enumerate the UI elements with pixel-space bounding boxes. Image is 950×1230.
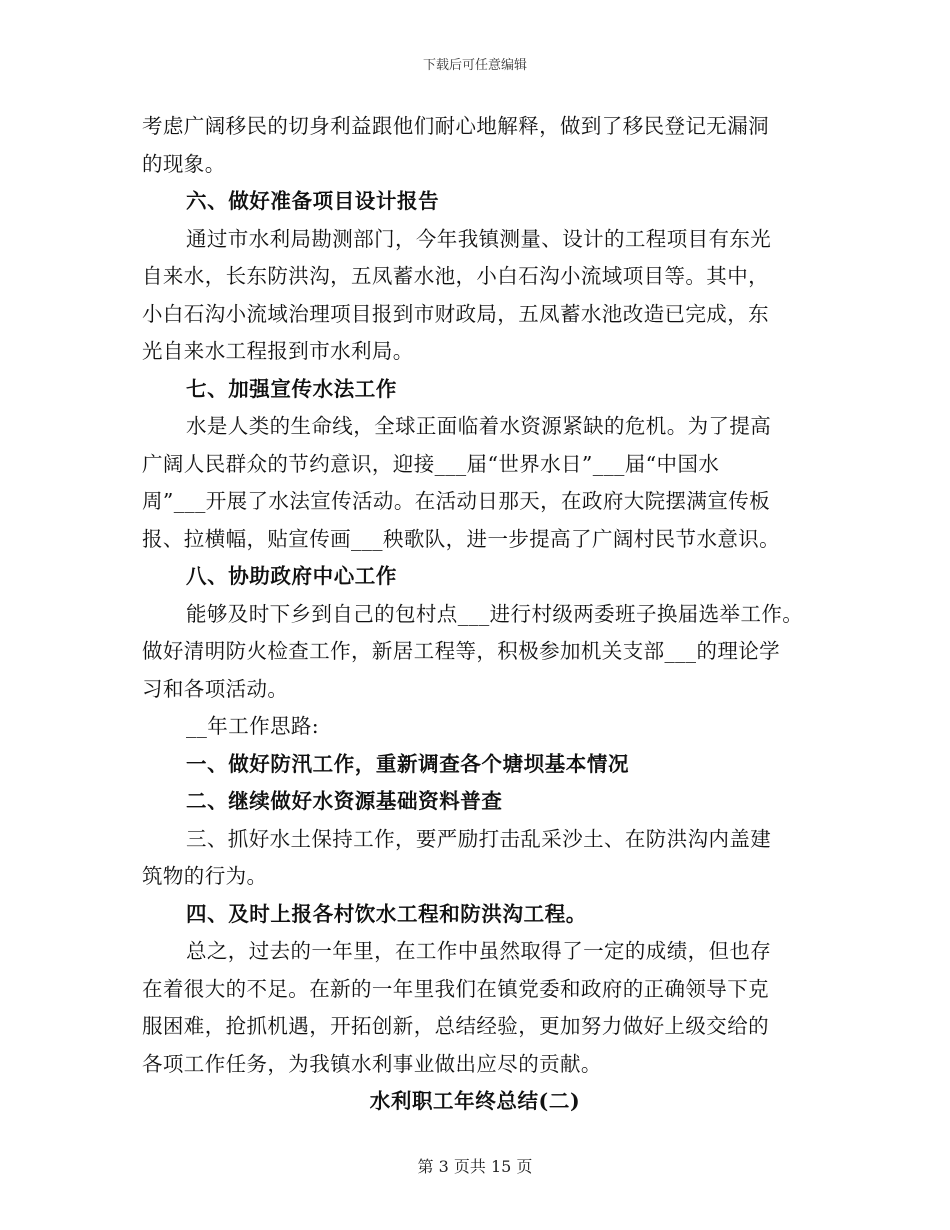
body-line: 水是人类的生命线，全球正面临着水资源紧缺的危机。为了提高 [186,414,772,438]
body-line: 广阔人民群众的节约意识，迎接___届“世界水日”___届“中国水 [142,451,720,476]
body-line: 通过市水利局勘测部门，今年我镇测量、设计的工程项目有东光 [186,226,772,251]
body-line: 能够及时下乡到自己的包村点___进行村级两委班子换届选举工作。 [186,601,804,626]
body-line: 报、拉横幅，贴宣传画___秧歌队，进一步提高了广阔村民节水意识。 [142,526,781,551]
body-line: 三、抓好水土保持工作，要严励打击乱采沙土、在防洪沟内盖建 [186,826,772,851]
body-line: 的现象。 [142,151,226,176]
body-line: 筑物的行为。 [142,864,268,888]
section-heading: 四、及时上报各村饮水工程和防洪沟工程。 [186,901,587,926]
body-line: 各项工作任务，为我镇水利事业做出应尽的贡献。 [142,1051,602,1076]
body-line: 在着很大的不足。在新的一年里我们在镇党委和政府的正确领导下克 [142,976,769,1001]
body-line: 做好清明防火检查工作，新居工程等，积极参加机关支部___的理论学 [142,639,781,663]
document-title: 水利职工年终总结(二) [369,1089,581,1113]
section-heading: 八、协助政府中心工作 [186,564,397,588]
body-line: 自来水，长东防洪沟，五凤蓄水池，小白石沟小流域项目等。其中， [142,264,769,288]
section-heading: 一、做好防汛工作，重新调查各个塘坝基本情况 [186,751,630,776]
page-header: 下载后可任意编辑 [422,58,527,73]
body-line: 习和各项活动。 [142,676,289,701]
section-heading: 六、做好准备项目设计报告 [186,189,440,213]
body-line: 考虑广阔移民的切身利益跟他们耐心地解释，做到了移民登记无漏洞 [142,114,769,138]
section-heading: 七、加强宣传水法工作 [186,376,397,401]
section-heading: 二、继续做好水资源基础资料普查 [186,789,503,813]
document-body [142,108,808,1121]
body-line: 总之，过去的一年里，在工作中虽然取得了一定的成绩，但也存 [186,939,772,963]
body-line: 小白石沟小流域治理项目报到市财政局，五凤蓄水池改造已完成，东 [142,301,769,326]
page-footer: 第 3 页共 15 页 [417,1157,533,1176]
body-line: 周”___开展了水法宣传活动。在活动日那天，在政府大院摆满宣传板 [142,489,771,513]
body-line: 光自来水工程报到市水利局。 [142,339,414,363]
body-line: __年工作思路: [186,714,320,738]
body-line: 服困难，抢抓机遇，开拓创新，总结经验，更加努力做好上级交给的 [142,1014,769,1038]
